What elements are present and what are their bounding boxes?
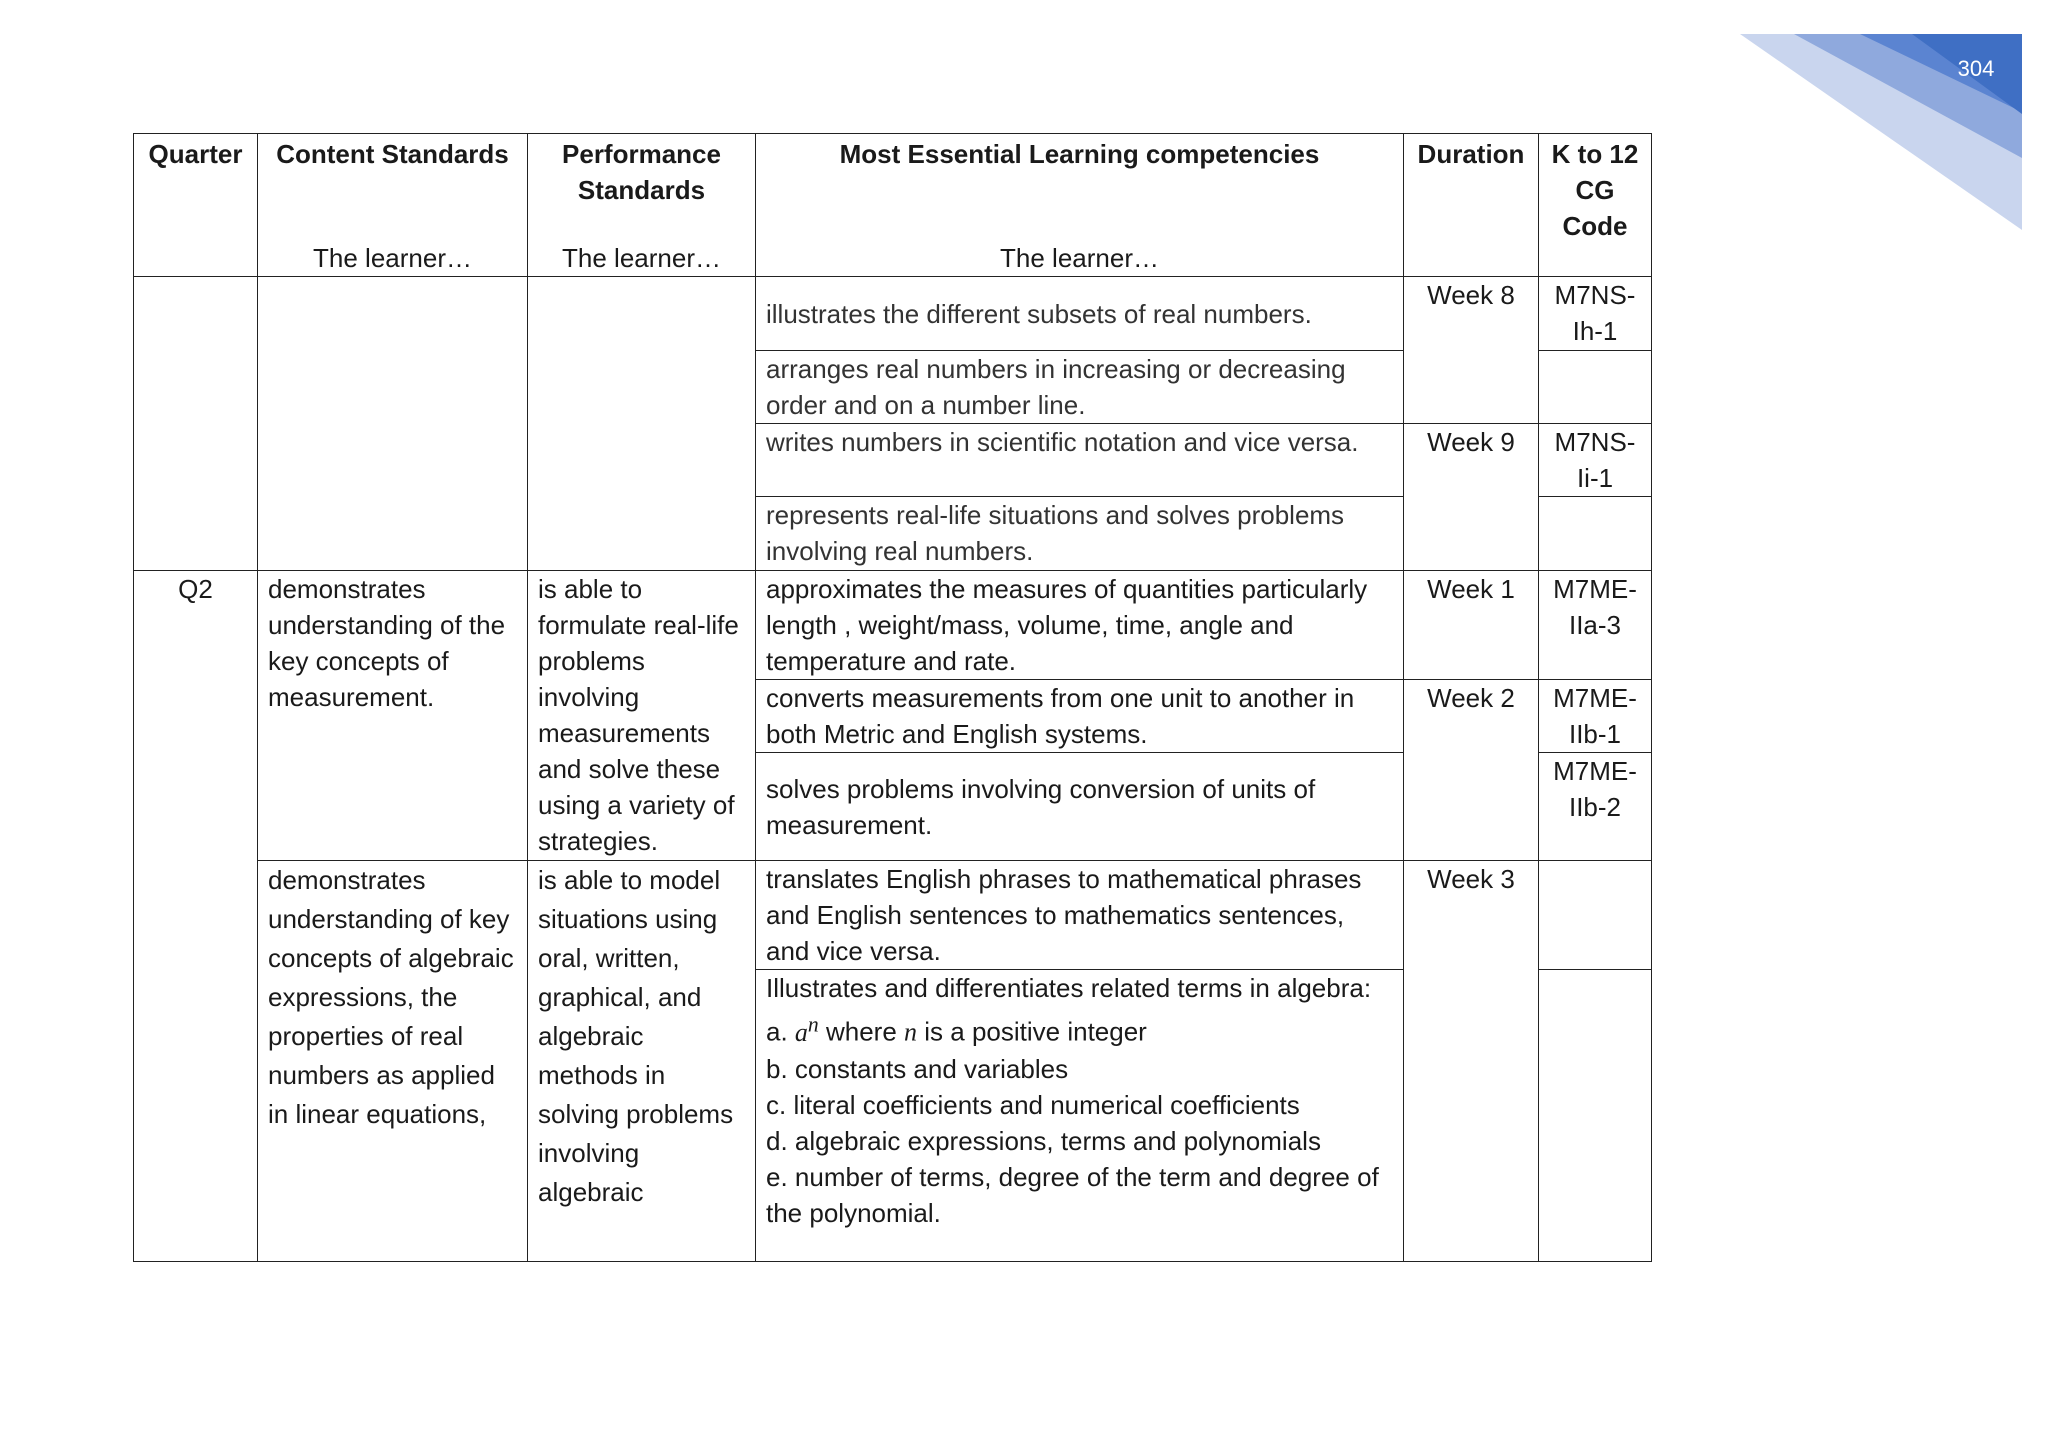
header-duration: Duration [1404, 134, 1539, 277]
competency-cell: writes numbers in scientific notation and vice versa. [756, 424, 1404, 497]
code-cell: M7ME-IIa-3 [1539, 571, 1652, 680]
competency-cell: approximates the measures of quantities particularly length , weight/mass, volume, time, angle and temperature and rate. [756, 571, 1404, 680]
competency-intro: Illustrates and differentiates related terms in algebra: [766, 973, 1372, 1003]
math-expression: $a^n$ [794, 1012, 819, 1047]
code-cell: M7ME-IIb-1 [1539, 680, 1652, 753]
competency-item-c: c. literal coefficients and numerical coefficients [766, 1089, 1300, 1120]
code-cell [1539, 351, 1652, 424]
header-code: K to 12 CG Code [1539, 134, 1652, 277]
table-row [134, 571, 1652, 680]
table-row [134, 861, 1652, 970]
duration-cell: Week 3 [1404, 861, 1539, 1262]
performance-standard-cell: is able to formulate real-life problems involving measurements and solve these using a variety of strategies. [528, 571, 756, 861]
competency-item-d: d. algebraic expressions, terms and polynomials [766, 1125, 1321, 1156]
header-learner-note: The learner… [562, 243, 721, 273]
content-standard-cell: demonstrates understanding of key concepts of algebraic expressions, the properties of real numbers as applied in linear equations, [258, 861, 528, 1262]
header-competencies: Most Essential Learning competencies The learner… [756, 134, 1404, 277]
competency-item-a: a. $a^n$ where n is a positive integer [766, 1012, 1147, 1047]
competency-cell: arranges real numbers in increasing or decreasing order and on a number line. [756, 351, 1404, 424]
header-row [134, 134, 1652, 277]
header-learner-note: The learner… [1000, 243, 1159, 273]
content-standard-cell [258, 277, 528, 571]
duration-cell: Week 1 [1404, 571, 1539, 680]
learning-competencies-table [133, 133, 1652, 1262]
competency-cell: translates English phrases to mathematical phrases and English sentences to mathematics sentences, and vice versa. [756, 861, 1404, 970]
performance-standard-cell: is able to model situations using oral, written, graphical, and algebraic methods in solving problems involving algebraic [528, 861, 756, 1262]
table-row [134, 277, 1652, 351]
competency-item-e: e. number of terms, degree of the term and degree of the polynomial. [766, 1161, 1379, 1228]
header-quarter: Quarter [134, 134, 258, 277]
code-cell: M7NS-Ih-1 [1539, 277, 1652, 351]
code-cell [1539, 861, 1652, 970]
competency-cell: converts measurements from one unit to another in both Metric and English systems. [756, 680, 1404, 753]
competency-item-b: b. constants and variables [766, 1053, 1069, 1084]
quarter-cell: Q2 [134, 571, 258, 1262]
competency-cell: illustrates the different subsets of real numbers. [756, 277, 1404, 351]
code-cell [1539, 970, 1652, 1262]
competency-cell: represents real-life situations and solves problems involving real numbers. [756, 497, 1404, 571]
duration-cell: Week 9 [1404, 424, 1539, 571]
competency-cell [756, 970, 1404, 1262]
duration-cell: Week 8 [1404, 277, 1539, 424]
competency-cell: solves problems involving conversion of units of measurement. [756, 753, 1404, 861]
header-learner-note: The learner… [313, 243, 472, 273]
code-cell: M7NS-Ii-1 [1539, 424, 1652, 497]
performance-standard-cell [528, 277, 756, 571]
quarter-cell [134, 277, 258, 571]
page-number: 304 [1957, 56, 1995, 81]
duration-cell: Week 2 [1404, 680, 1539, 861]
code-cell [1539, 497, 1652, 571]
content-standard-cell: demonstrates understanding of the key concepts of measurement. [258, 571, 528, 861]
code-cell: M7ME-IIb-2 [1539, 753, 1652, 861]
header-performance-standards: Performance Standards The learner… [528, 134, 756, 277]
header-content-standards: Content Standards The learner… [258, 134, 528, 277]
